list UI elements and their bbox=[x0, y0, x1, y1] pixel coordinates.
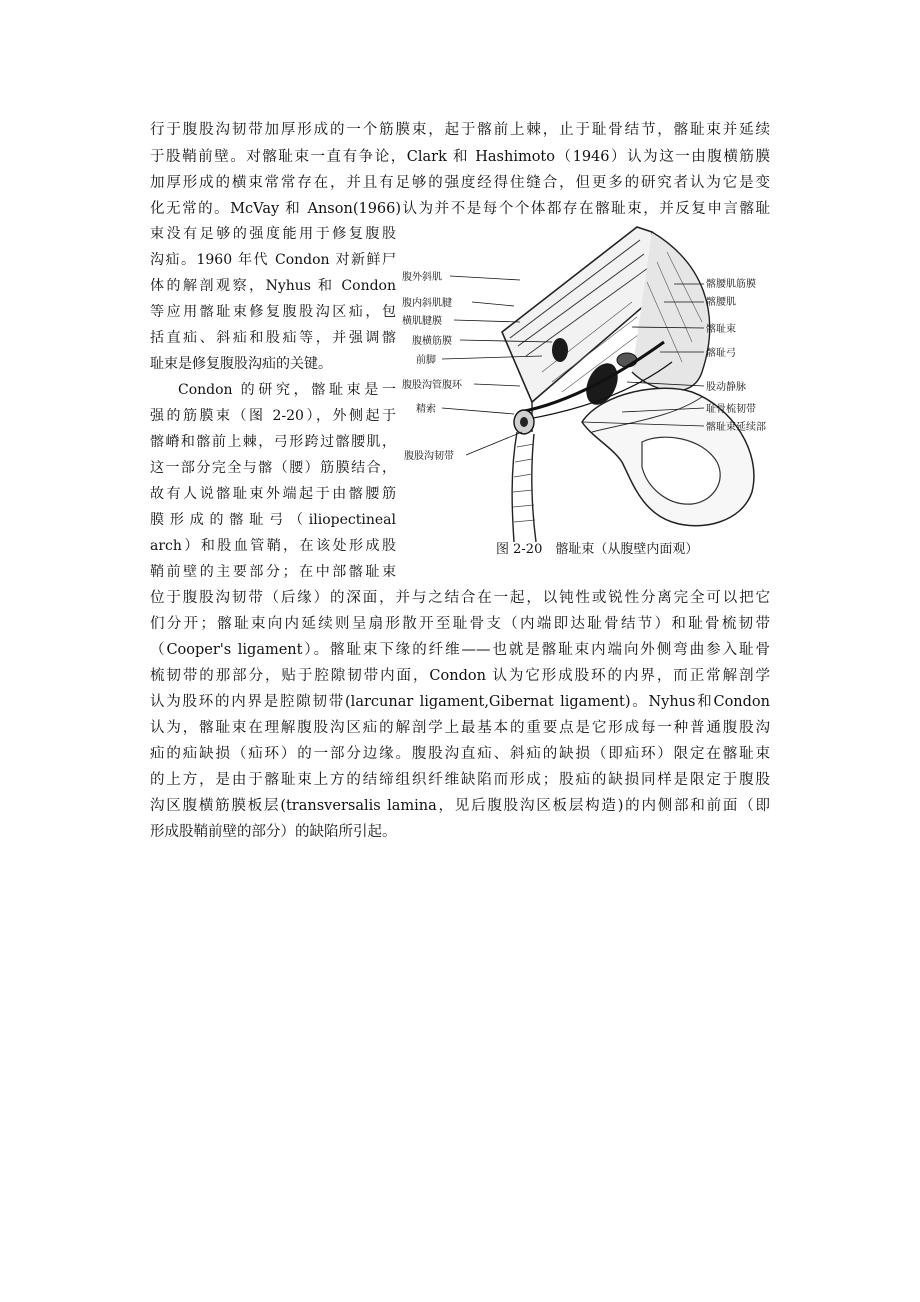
figure-caption: 图 2-20 髂耻束（从腹壁内面观） bbox=[496, 542, 699, 557]
paragraph-1-line-4: 化无常的。McVay 和 Anson(1966)认为并不是每个个体都存在髂耻束，并反复申言髂耻 bbox=[150, 201, 770, 217]
paragraph-2-side-line-3: 髂嵴和髂前上棘，弓形跨过髂腰肌， bbox=[150, 434, 396, 450]
figure-label-right-7: 髂耻束延续部 bbox=[706, 422, 766, 433]
figure-label-left-1: 腹外斜肌 bbox=[402, 272, 442, 283]
paragraph-1-side-line-4: 等应用髂耻束修复腹股沟区疝，包 bbox=[150, 304, 396, 320]
paragraph-2-line-4: 梳韧带的那部分，贴于腔隙韧带内面，Condon 认为它形成股环的内界，而正常解剖学 bbox=[150, 668, 770, 684]
paragraph-2-line-10: 形成股鞘前壁的部分）的缺陷所引起。 bbox=[150, 824, 397, 840]
paragraph-2-side-line-8: 鞘前壁的主要部分；在中部髂耻束 bbox=[150, 564, 396, 580]
figure-label-right-4: 髂耻弓 bbox=[706, 348, 736, 359]
paragraph-2-line-6: 认为，髂耻束在理解腹股沟区疝的解剖学上最基本的重要点是它形成每一种普通腹股沟 bbox=[150, 720, 770, 736]
paragraph-1-side-line-6: 耻束是修复腹股沟疝的关键。 bbox=[150, 356, 332, 372]
figure-label-left-3: 横肌腱膜 bbox=[402, 316, 442, 327]
paragraph-2-line-2: 们分开；髂耻束向内延续则呈扇形散开至耻骨支（内端即达耻骨结节）和耻骨梳韧带 bbox=[150, 616, 770, 632]
figure-label-right-2: 髂腰肌 bbox=[706, 297, 736, 308]
paragraph-1-side-line-2: 沟疝。1960 年代 Condon 对新鲜尸 bbox=[150, 252, 396, 268]
paragraph-1-line-2: 于股鞘前壁。对髂耻束一直有争论，Clark 和 Hashimoto（1946）认为这一由腹横筋膜 bbox=[150, 149, 770, 165]
paragraph-2-side-line-5: 故有人说髂耻束外端起于由髂腰筋 bbox=[150, 486, 396, 502]
figure-label-right-1: 髂腰肌筋膜 bbox=[706, 279, 756, 290]
paragraph-1-side-line-3: 体的解剖观察，Nyhus 和 Condon bbox=[150, 278, 396, 294]
figure-label-left-4: 腹横筋膜 bbox=[412, 336, 452, 347]
figure-label-right-3: 髂耻束 bbox=[706, 324, 736, 335]
paragraph-2-line-3: （Cooper's ligament）。髂耻束下缘的纤维——也就是髂耻束内端向外侧弯曲参入耻骨 bbox=[150, 642, 770, 658]
paragraph-1-side-line-1: 束没有足够的强度能用于修复腹股 bbox=[150, 226, 396, 242]
paragraph-1-line-1: 行于腹股沟韧带加厚形成的一个筋膜束，起于髂前上棘，止于耻骨结节，髂耻束并延续 bbox=[150, 122, 770, 138]
figure-label-left-6: 腹股沟管腹环 bbox=[402, 380, 462, 391]
paragraph-1-side-line-5: 括直疝、斜疝和股疝等，并强调髂 bbox=[150, 330, 396, 346]
paragraph-2-side-line-4: 这一部分完全与髂（腰）筋膜结合， bbox=[150, 460, 396, 476]
paragraph-2-side-line-2: 强的筋膜束（图 2-20），外侧起于 bbox=[150, 408, 396, 424]
paragraph-1-line-3: 加厚形成的横束常常存在，并且有足够的强度经得住缝合，但更多的研究者认为它是变 bbox=[150, 175, 770, 191]
figure-label-left-7: 精索 bbox=[416, 404, 436, 415]
figure-label-left-8: 腹股沟韧带 bbox=[404, 451, 454, 462]
paragraph-2-line-9: 沟区腹横筋膜板层(transversalis lamina，见后腹股沟区板层构造)的内侧部和前面（即 bbox=[150, 798, 770, 814]
paragraph-2-side-line-1: Condon 的研究，髂耻束是一 bbox=[178, 382, 396, 398]
paragraph-2-line-1: 位于腹股沟韧带（后缘）的深面，并与之结合在一起，以钝性或锐性分离完全可以把它 bbox=[150, 590, 770, 606]
anatomy-figure bbox=[402, 222, 777, 542]
paragraph-2-line-8: 的上方，是由于髂耻束上方的结缔组织纤维缺陷而形成；股疝的缺损同样是限定于腹股 bbox=[150, 772, 770, 788]
figure-label-left-2: 腹内斜肌腱 bbox=[402, 298, 452, 309]
paragraph-2-side-line-6: 膜形成的髂耻弓（iliopectineal bbox=[150, 512, 396, 528]
paragraph-2-line-5: 认为股环的内界是腔隙韧带(larcunar ligament,Gibernat ligament)。Nyhus和Condon bbox=[150, 694, 770, 710]
figure-label-left-5: 前脚 bbox=[416, 355, 436, 366]
figure-label-right-6: 耻骨梳韧带 bbox=[706, 404, 756, 415]
figure-label-right-5: 股动静脉 bbox=[706, 382, 746, 393]
paragraph-2-line-7: 疝的疝缺损（疝环）的一部分边缘。腹股沟直疝、斜疝的缺损（即疝环）限定在髂耻束 bbox=[150, 746, 770, 762]
paragraph-2-side-line-7: arch）和股血管鞘，在该处形成股 bbox=[150, 538, 396, 554]
